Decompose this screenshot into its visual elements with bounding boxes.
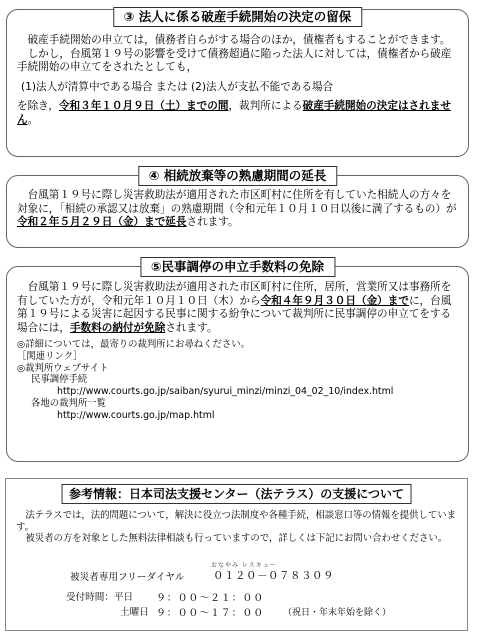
dial-label: 被災者専用フリーダイヤル: [70, 572, 185, 583]
section-4-para: [17, 189, 460, 230]
s5-fee-exempt: 手数料の納付が免除: [69, 321, 166, 334]
section-3-para-3: (1)法人が清算中である場合 または (2)法人が支払不能である場合: [21, 80, 334, 93]
reference-para-1: 法テラスでは，法的問題について，解決に役立つ法制度や各種手続，相談窓口等の情報を提供しています。: [16, 510, 456, 533]
section-3-para-4: [17, 100, 460, 127]
hours-saturday-label: 土曜日: [120, 607, 149, 618]
reference-para-2: 被災者の方を対象とした無料法律相談も行っていますので，詳しくは下記にお問い合わせください。: [25, 533, 448, 545]
reference-body: [16, 510, 457, 545]
note-details: ◎詳細については，最寄りの裁判所にお尋ねください。: [17, 339, 250, 351]
section-4-box: [6, 168, 469, 248]
s5-deadline: 令和４年９月３０日（金）まで: [260, 294, 409, 307]
s3-deadline: 令和３年１０月９日（土）までの間: [58, 100, 229, 113]
note-court-list: 各地の裁判所一覧: [31, 397, 107, 409]
s4-p1-a: 台風第１９号に際し災害救助法が適用された市区町村に住所を有していた相続人の方々を対象に，「相続の承認又は放棄」の熟慮期間（令和元年１０月１０日以後に満了するもの）が: [17, 189, 457, 215]
s4-extension: 令和２年５月２９日（金）まで延長: [17, 216, 187, 229]
hours-saturday: ９：００～１７：００: [156, 608, 264, 619]
section-4-title: ④ 相続放棄等の熟慮期間の延長: [138, 166, 337, 186]
section-5-title: ⑤民事調停の申立手数料の免除: [140, 257, 335, 277]
reference-box: [5, 478, 468, 631]
note-related-links: ［関連リンク］: [17, 351, 83, 363]
s3-p4-e: 。: [27, 113, 39, 126]
link-civil-mediation-url[interactable]: http://www.courts.go.jp/saiban/syurui_minzi/minzi_04_02_10/index.html: [57, 386, 394, 398]
section-3-para-2: しかし，台風第１９号の影響を受けて債務超過に陥った法人に対しては，債権者から破産手続開始の申立てをされたとしても，: [17, 47, 452, 74]
reference-title: 参考情報：日本司法支援センター（法テラス）の支援について: [61, 484, 412, 504]
section-3-title: ③ 法人に係る破産手続開始の決定の留保: [113, 7, 362, 27]
s5-p1-c: に，台風第１９号による災害に起因する民事に関する紛争について裁判所に民事調停の申立てをする場合には，: [17, 294, 452, 334]
section-3-para-1: 破産手続開始の申立ては，債務者自らがする場合のほか，債権者もすることができます。: [27, 34, 451, 46]
s4-p1-c: されます。: [186, 216, 239, 229]
section-3-body: [17, 34, 460, 128]
note-court-website: ◎裁判所ウェブサイト: [17, 362, 109, 374]
dial-ruby: おなやみ レスキュー: [211, 562, 277, 569]
section-5-body: [17, 281, 460, 421]
hours-note: （祝日・年末年始を除く）: [283, 608, 392, 618]
section-4-body: [17, 189, 460, 230]
section-5-notes: [17, 339, 460, 421]
note-civil-mediation: 民事調停手続: [31, 374, 88, 386]
section-3-box: [6, 9, 469, 157]
s5-p1-a: 台風第１９号に際し災害救助法が適用された市区町村に住所，居所，営業所又は事務所を有していた方が，令和元年１０月１０日（木）から: [17, 281, 452, 307]
s3-p4-c: ，裁判所による: [228, 100, 303, 113]
s5-p1-e: されます。: [165, 321, 218, 334]
dial-number: ０１２０－０７８３０９: [213, 570, 334, 582]
section-5-box: [6, 259, 469, 462]
section-5-para: [17, 281, 460, 335]
s3-p4-a: を除き，: [17, 100, 59, 113]
hours-weekday-label: 受付時間：平日: [66, 592, 134, 603]
link-court-map-url[interactable]: http://www.courts.go.jp/map.html: [57, 409, 215, 421]
s3-no-decision: 破産手続開始の決定はされません: [17, 100, 451, 126]
hours-weekday: ９：００～２１：００: [156, 593, 264, 604]
